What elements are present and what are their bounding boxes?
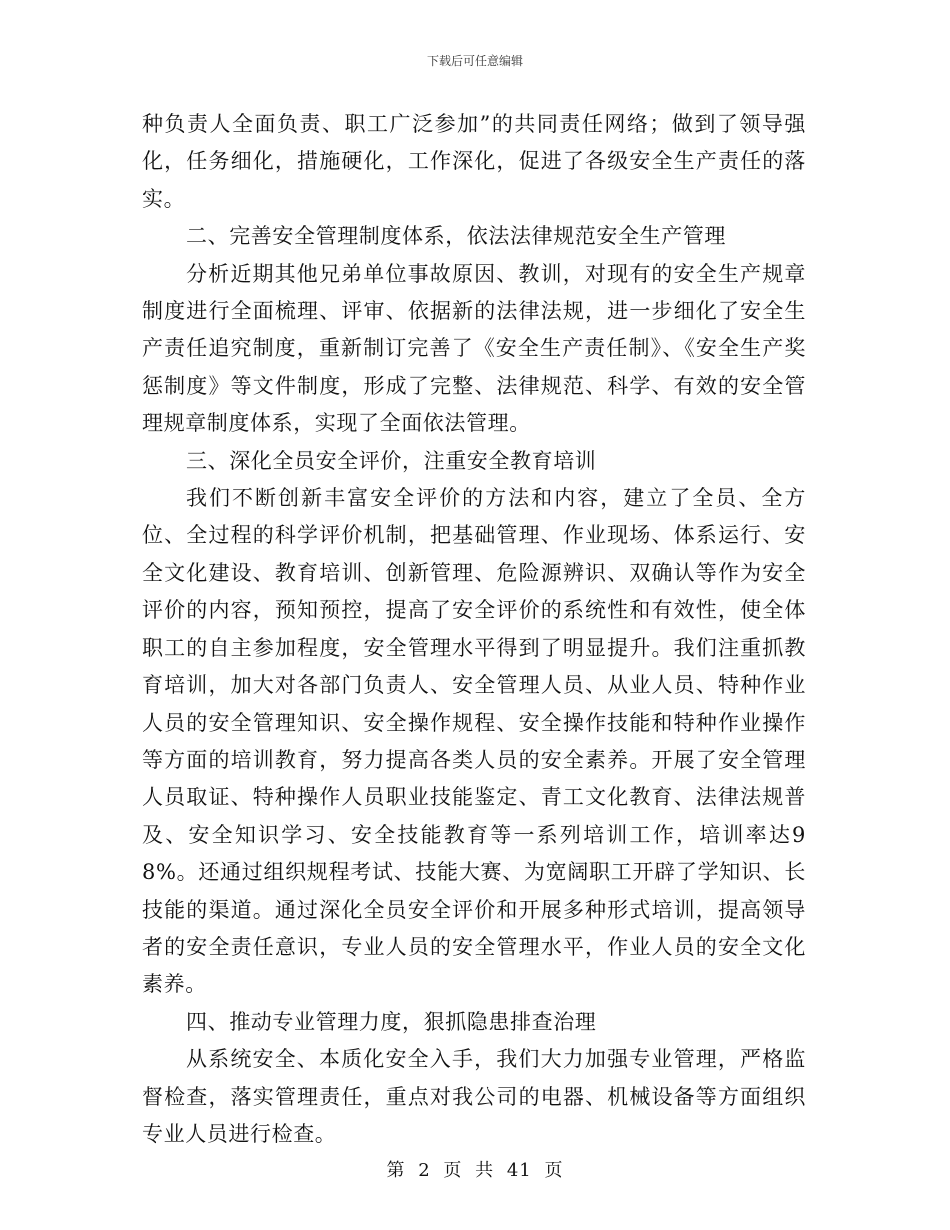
page-header: 下载后可任意编辑 <box>426 54 523 68</box>
paragraph-evaluation-training: 我们不断创新丰富安全评价的方法和内容，建立了全员、全方位、全过程的科学评价机制，把基础管理、作业现场、体系运行、安全文化建设、教育培训、创新管理、危险源辨识、双确认等作为安全评价的内容，预知预控，提高了安全评价的系统性和有效性，使全体职工的自主参加程度，安全管理水平得到了明显提升。我们注重抓教育培训，加大对各部门负责人、安全管理人员、从业人员、特种作业人员的安全管理知识、安全操作规程、安全操作技能和特种作业操作等方面的培训教育，努力提高各类人员的安全素养。开展了安全管理人员取证、特种操作人员职业技能鉴定、青工文化教育、法律法规普及、安全知识学习、安全技能教育等一系列培训工作，培训率达98%。还通过组织规程考试、技能大赛、为宽阔职工开辟了学知识、长技能的渠道。通过深化全员安全评价和开展多种形式培训，提高领导者的安全责任意识，专业人员的安全管理水平，作业人员的安全文化素养。 <box>142 486 806 997</box>
section-heading-3: 三、深化全员安全评价，注重安全教育培训 <box>186 448 597 473</box>
document-body <box>142 106 806 1153</box>
paragraph-continued: 种负责人全面负责、职工广泛参加”的共同责任网络；做到了领导强化，任务细化，措施硬化，工作深化，促进了各级安全生产责任的落实。 <box>142 112 806 211</box>
page-number-footer: 第 2 页 共 41 页 <box>386 1160 564 1181</box>
section-heading-4: 四、推动专业管理力度，狠抓隐患排查治理 <box>186 1009 597 1034</box>
section-heading-2: 二、完善安全管理制度体系，依法法律规范安全生产管理 <box>186 224 726 249</box>
paragraph-regulations: 分析近期其他兄弟单位事故原因、教训，对现有的安全生产规章制度进行全面梳理、评审、依据新的法律法规，进一步细化了安全生产责任追究制度，重新制订完善了《安全生产责任制》、《安全生产奖惩制度》等文件制度，形成了完整、法律规范、科学、有效的安全管理规章制度体系，实现了全面依法管理。 <box>142 261 806 436</box>
paragraph-inspection: 从系统安全、本质化安全入手，我们大力加强专业管理，严格监督检查，落实管理责任，重点对我公司的电器、机械设备等方面组织专业人员进行检查。 <box>142 1047 806 1146</box>
